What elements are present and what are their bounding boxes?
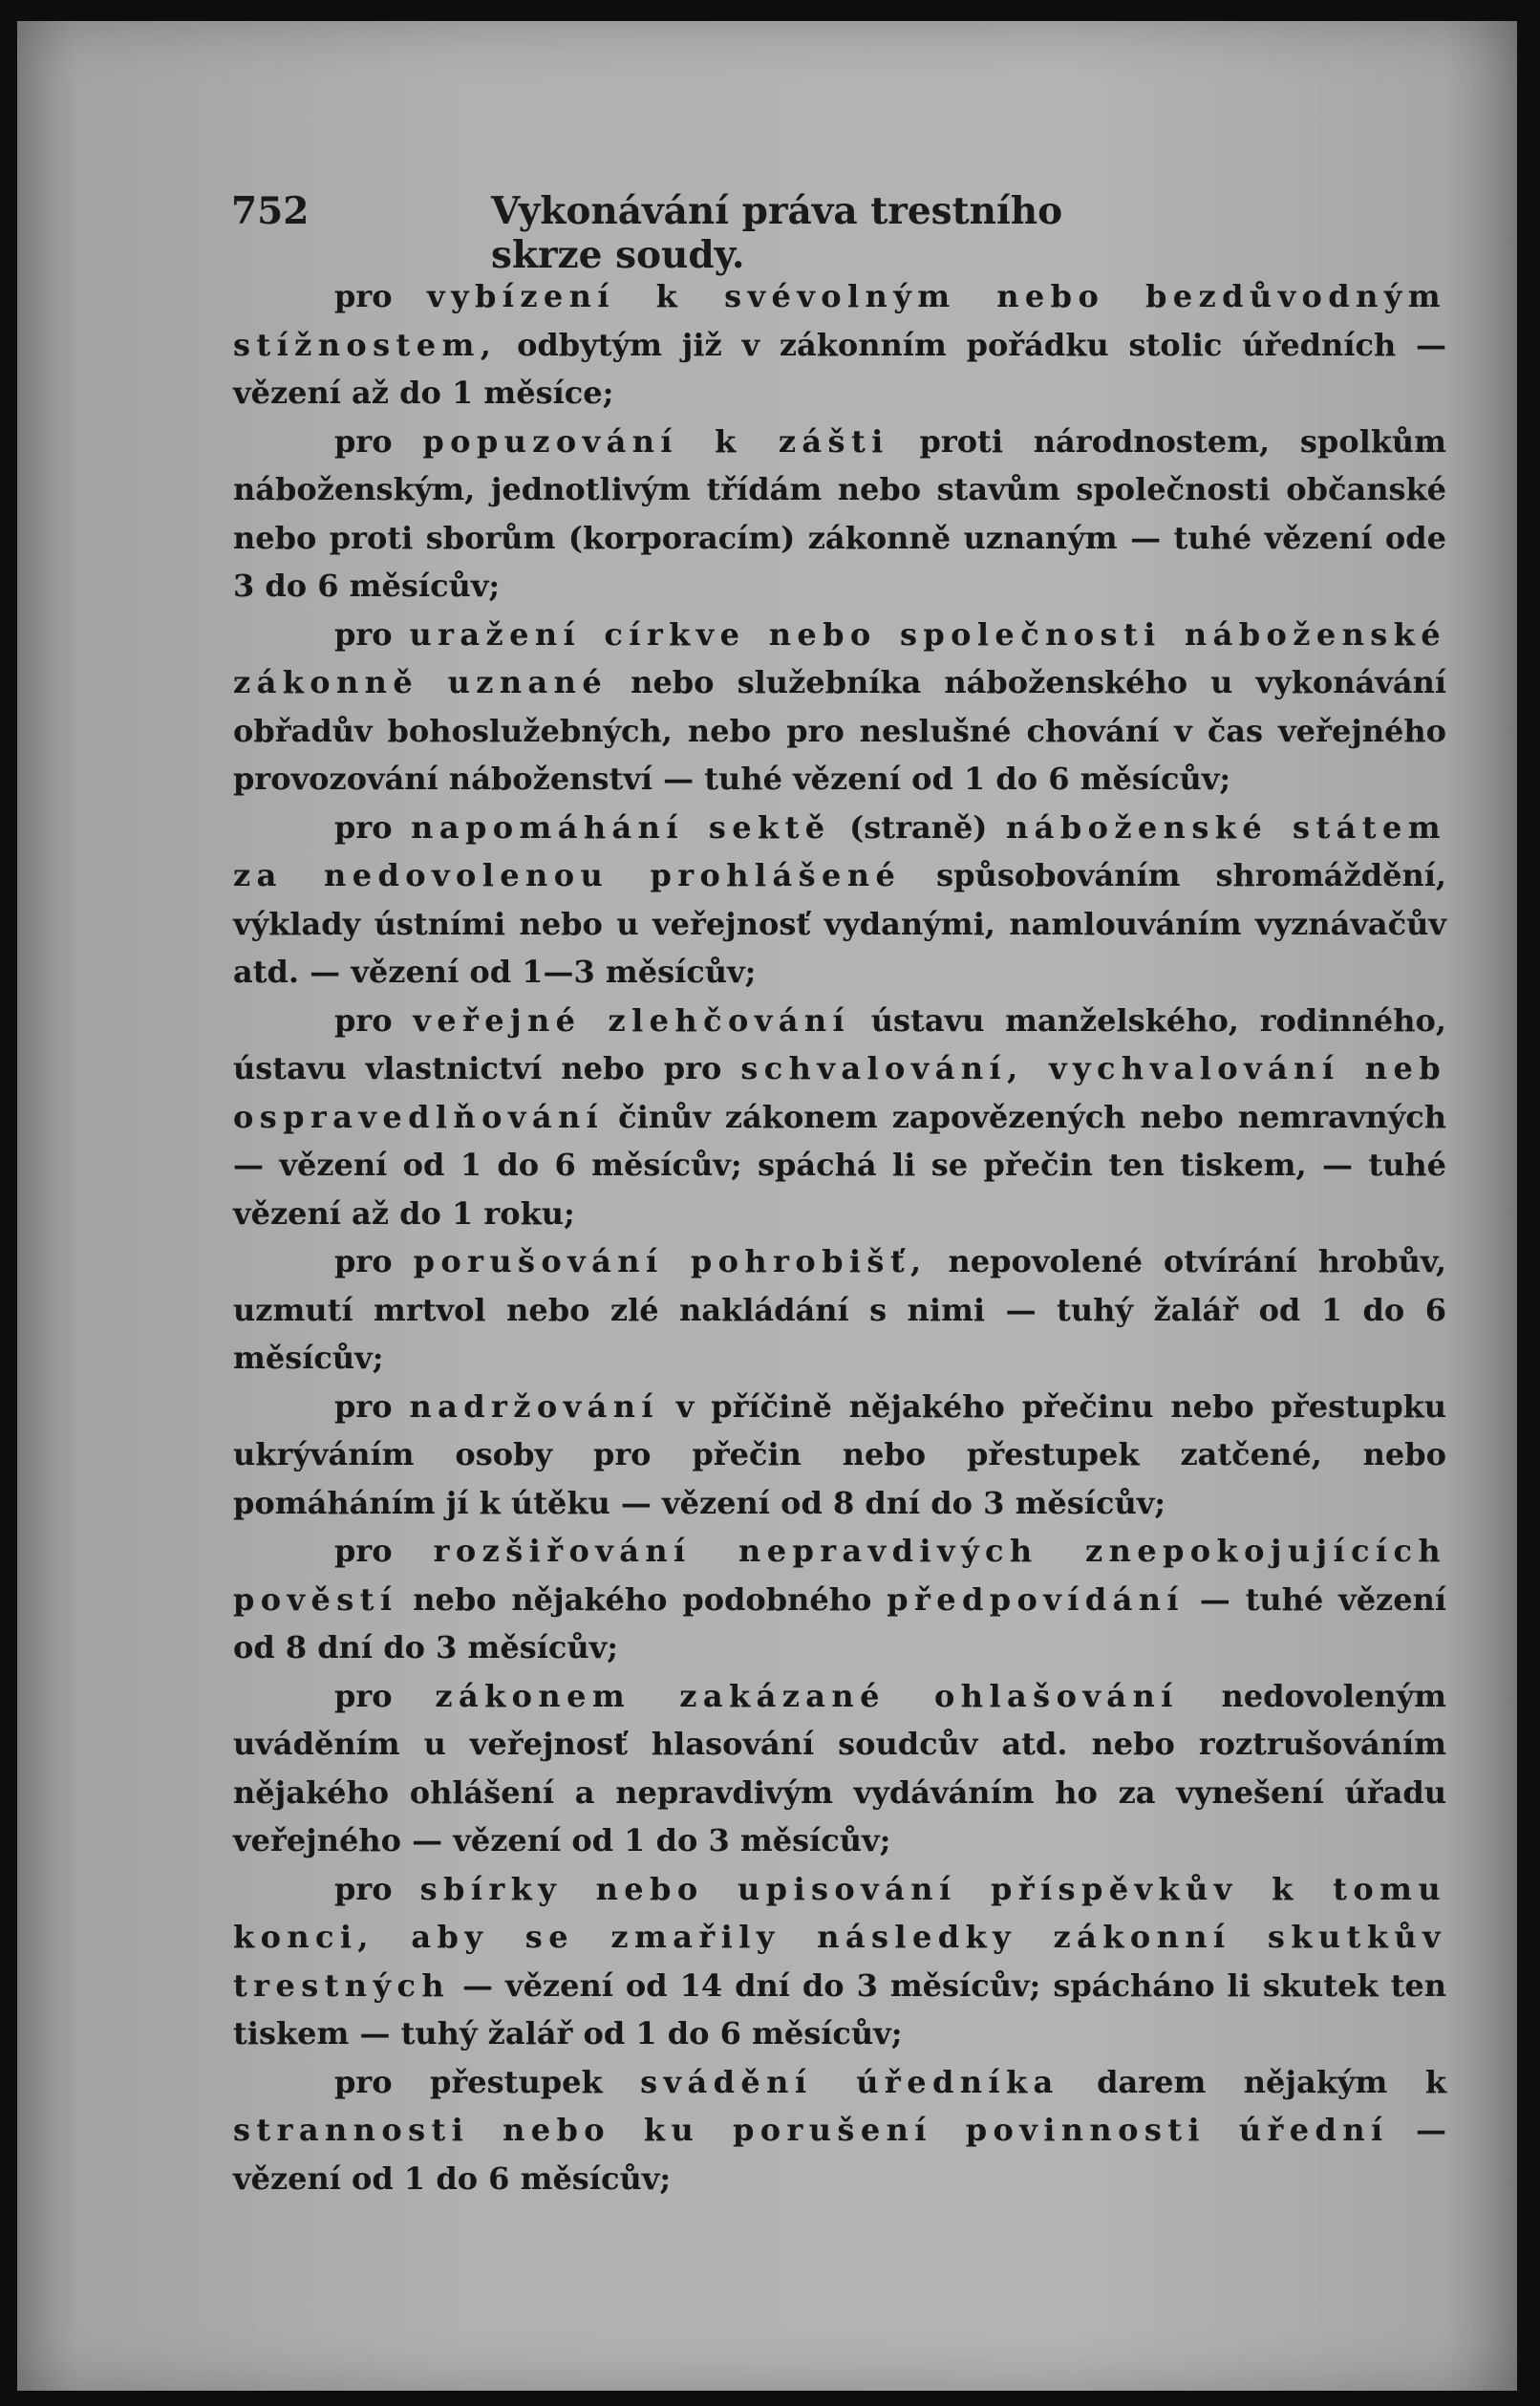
- paragraph: [233, 272, 1446, 418]
- text-run: — vězení od 1 do 6 měsícův;: [233, 2112, 1447, 2197]
- spaced-emphasis: zákonem zakázané ohlašování: [435, 1677, 1179, 1714]
- text-run: — vězení od 14 dní do 3 měsícův; spácháno li skutek ten tiskem — tuhý žalář od 1 do 6 měsícův;: [233, 1966, 1446, 2052]
- paragraph: [233, 611, 1446, 804]
- text-run: pro přestupek: [334, 2063, 641, 2100]
- spaced-emphasis: napomáhání sektě: [411, 808, 831, 846]
- paragraph: [233, 1865, 1446, 2058]
- text-run: pro: [334, 1533, 434, 1569]
- text-run: pro: [334, 615, 410, 653]
- running-header: [216, 189, 1181, 277]
- page-body: [233, 272, 1446, 2202]
- paragraph: [233, 997, 1446, 1238]
- spaced-emphasis: svádění úředníka: [640, 2063, 1059, 2100]
- spaced-emphasis: strannosti nebo ku porušení povinnosti úřední: [233, 2112, 1389, 2148]
- text-run: ústavu manželského, rodinného, ústavu vlastnictví nebo pro: [233, 1001, 1446, 1086]
- page-number: 752: [231, 189, 310, 233]
- text-run: — tuhé vězení od 8 dní do 3 měsícův;: [233, 1580, 1447, 1665]
- paragraph: [233, 1672, 1446, 1865]
- text-run: nedovoleným uváděním u veřejnosť hlasování soudcův atd. nebo roztrušováním nějakého ohlášení a nepravdivým vydáváním ho za vynešení úřadu veřejného — vězení od 1 do 3 měsícův;: [233, 1677, 1446, 1858]
- spaced-emphasis: veřejné zlehčování: [413, 1001, 851, 1039]
- text-run: pro: [334, 1677, 436, 1714]
- book-page: [17, 21, 1517, 2391]
- text-run: pro: [334, 1870, 420, 1907]
- text-run: odbytým již v zákonním pořádku stolic úředních — vězení až do 1 měsíce;: [233, 326, 1446, 411]
- text-run: darem nějakým k: [1059, 2063, 1446, 2100]
- spaced-emphasis: rozšiřování nepravdivých znepokojujících pověstí: [233, 1533, 1447, 1618]
- text-run: nebo nějakého podobného: [397, 1580, 888, 1618]
- running-title: Vykonávání práva trestního skrze soudy.: [491, 189, 1063, 277]
- text-run: pro: [334, 422, 423, 460]
- text-run: spůsobováním shromáždění, výklady ústními nebo u veřejnosť vydanými, namlouváním vyznávačův atd. — vězení od 1—3 měsícův;: [233, 857, 1447, 990]
- spaced-emphasis: předpovídání: [887, 1580, 1185, 1618]
- paragraph: [233, 1527, 1446, 1672]
- spaced-emphasis: náboženské státem za nedovolenou prohlášené: [233, 808, 1446, 893]
- spaced-emphasis: popuzování k zášti: [422, 422, 889, 460]
- text-run: pro: [334, 1001, 414, 1039]
- text-run: (straně): [830, 808, 1007, 846]
- text-run: pro: [334, 808, 412, 846]
- spaced-emphasis: sbírky nebo upisování příspěvkův k tomu konci, aby se zmařily následky zákonní skutkův trestných: [233, 1870, 1447, 2004]
- spaced-emphasis: uražení církve nebo společnosti náboženské zákonně uznané: [233, 615, 1446, 700]
- paragraph: [233, 418, 1446, 611]
- spaced-emphasis: nadržování: [409, 1387, 659, 1425]
- text-run: nepovolené otvírání hrobův, uzmutí mrtvol nebo zlé nakládání s nimi — tuhý žalář od 1 do 6 měsícův;: [233, 1243, 1447, 1376]
- spaced-emphasis: schvalování, vychvalování neb ospravedlňování: [233, 1050, 1446, 1135]
- text-run: v příčině nějakého přečinu nebo přestupku ukrýváním osoby pro přečin nebo přestupek zatčené, nebo pomáháním jí k útěku — vězení od 8 dní do 3 měsícův;: [233, 1387, 1446, 1521]
- text-run: činův zákonem zapovězených nebo nemravných — vězení od 1 do 6 měsícův; spáchá li se přečin ten tiskem, — tuhé vězení až do 1 roku;: [233, 1098, 1446, 1232]
- spaced-emphasis: vybízení k svévolným nebo bezdůvodným stížnostem,: [233, 278, 1446, 363]
- text-run: proti národnostem, spolkům náboženským, jednotlivým třídám nebo stavům společnosti občanské nebo proti sborům (korporacím) zákonně uznaným — tuhé vězení ode 3 do 6 měsícův;: [233, 422, 1447, 604]
- text-run: pro: [334, 278, 427, 314]
- text-run: nebo služebníka náboženského u vykonávání obřadův bohoslužebných, nebo pro neslušné chování v čas veřejného provozování náboženství — tuhé vězení od 1 do 6 měsícův;: [233, 664, 1446, 797]
- paragraph: [233, 2058, 1446, 2203]
- paragraph: [233, 1383, 1446, 1528]
- text-run: pro: [334, 1387, 410, 1425]
- spaced-emphasis: porušování pohrobišť,: [413, 1243, 928, 1279]
- paragraph: [233, 1237, 1446, 1383]
- paragraph: [233, 804, 1446, 997]
- text-run: pro: [334, 1243, 414, 1279]
